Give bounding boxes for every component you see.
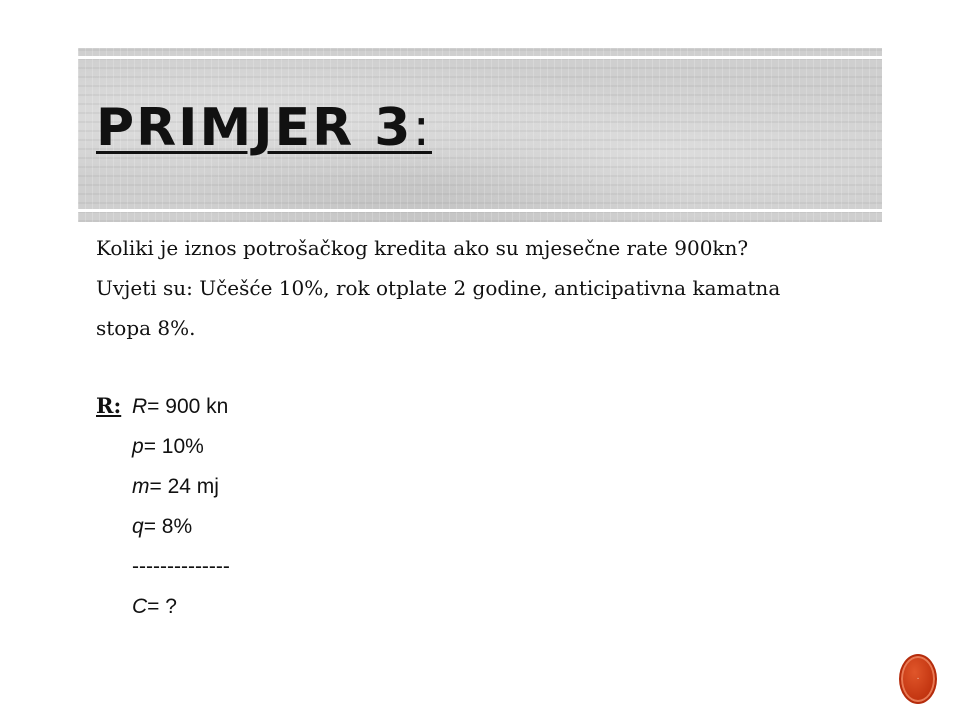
slide-title-colon: : xyxy=(412,98,432,158)
solution-row-p xyxy=(96,427,230,467)
solution-divider xyxy=(96,547,230,587)
question-text xyxy=(96,228,886,348)
solution-value: = 900 kn xyxy=(147,395,229,418)
solution-row-c xyxy=(96,587,230,627)
question-line-2: Uvjeti su: Učešće 10%, rok otplate 2 godine, anticipativna kamatna xyxy=(96,276,781,300)
solution-value: = 24 mj xyxy=(149,475,219,498)
solution-row-q xyxy=(96,507,230,547)
page-number-badge xyxy=(899,654,937,704)
question-line-3: stopa 8%. xyxy=(96,316,196,340)
slide-title xyxy=(96,98,432,158)
banner-bottom-line xyxy=(78,209,882,212)
solution-value: = 10% xyxy=(143,435,204,458)
solution-var: m xyxy=(132,475,150,498)
solution-value: = 8% xyxy=(143,515,193,538)
banner-top-line xyxy=(78,56,882,59)
question-line-1: Koliki je iznos potrošačkog kredita ako su mjesečne rate 900kn? xyxy=(96,236,749,260)
solution-block xyxy=(96,386,230,627)
solution-var: R xyxy=(132,395,148,418)
solution-label: R: xyxy=(96,393,122,418)
solution-row-m xyxy=(96,467,230,507)
solution-divider-text: -------------- xyxy=(132,555,230,578)
page-number: · xyxy=(916,673,920,684)
solution-row-r xyxy=(96,386,230,427)
solution-var: q xyxy=(132,515,144,538)
title-banner xyxy=(78,48,882,222)
solution-var: C xyxy=(132,595,148,618)
solution-var: p xyxy=(132,435,144,458)
slide-title-text: PRIMJER 3 xyxy=(96,98,413,158)
solution-value: = ? xyxy=(147,595,177,618)
